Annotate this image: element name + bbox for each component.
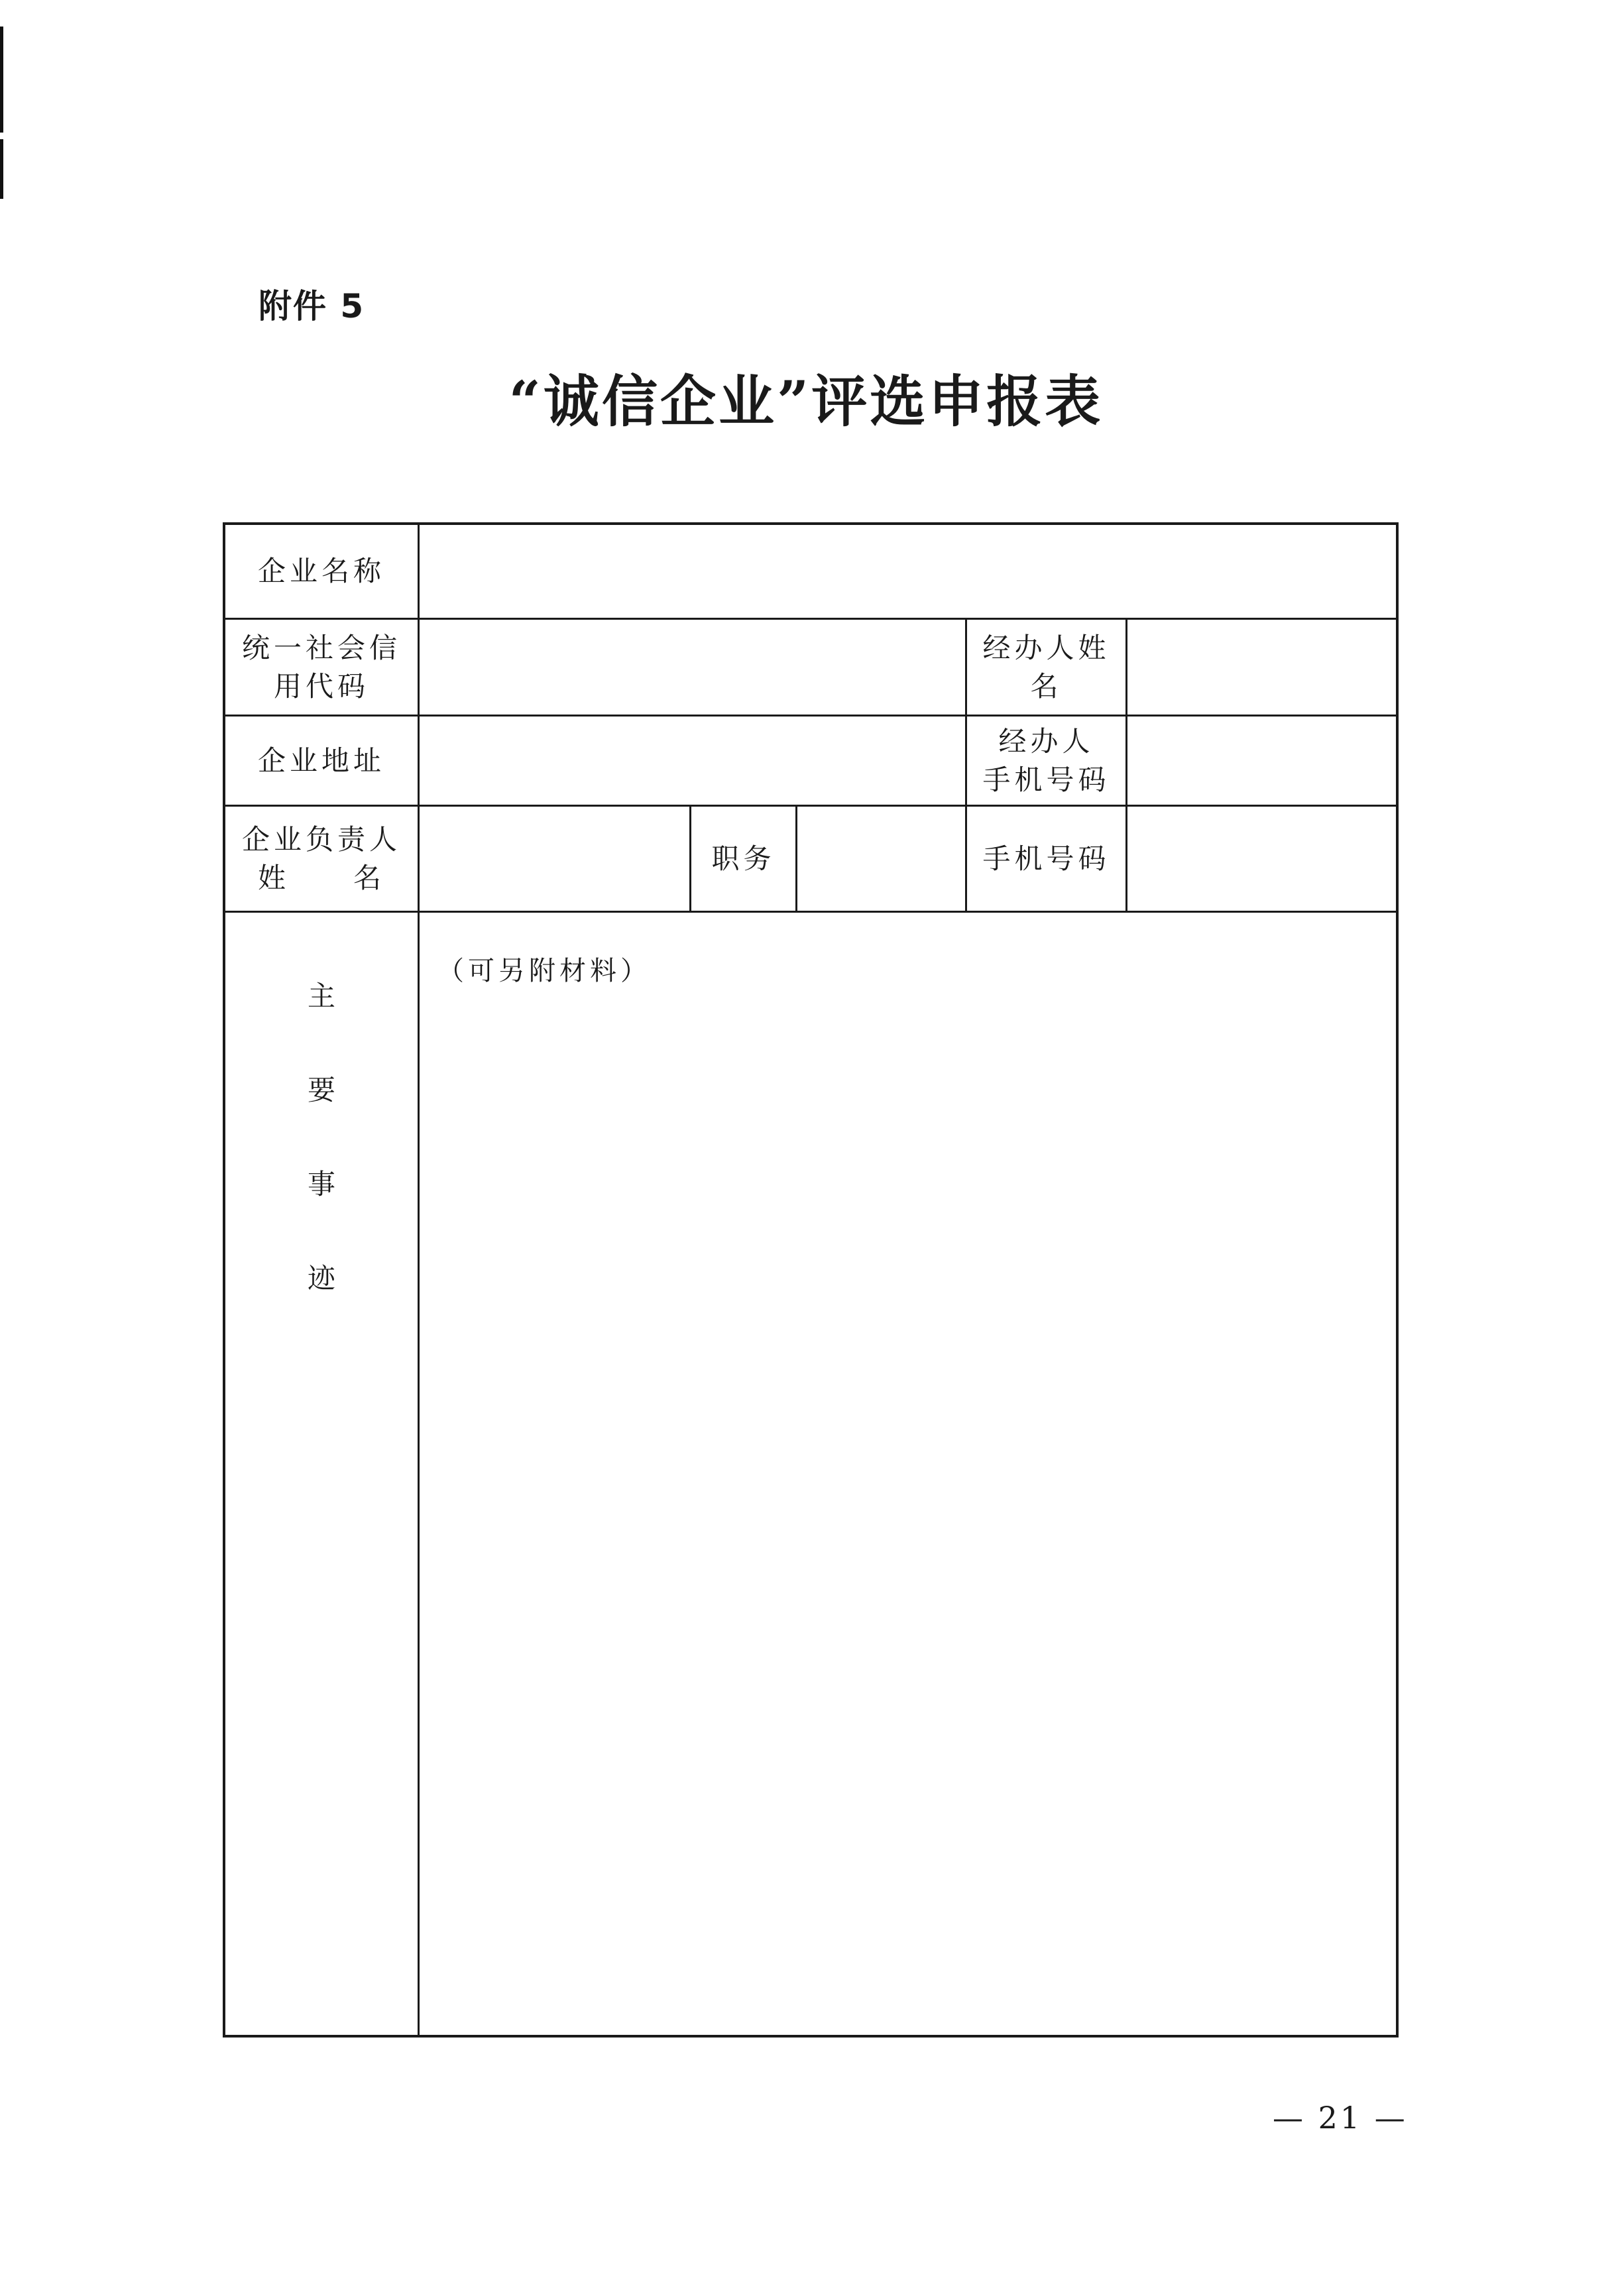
application-form-table bbox=[223, 522, 1399, 2038]
position-label bbox=[691, 807, 795, 911]
leader-phone-field[interactable] bbox=[1127, 807, 1399, 911]
attachment-label: 附件 5 bbox=[259, 287, 365, 325]
credit-code-label bbox=[225, 620, 418, 715]
handler-name-label bbox=[967, 620, 1125, 715]
main-deeds-label bbox=[225, 949, 418, 1326]
leader-name-label bbox=[225, 807, 418, 911]
address-label bbox=[225, 717, 418, 805]
handler-name-label-line2: 名 bbox=[1030, 669, 1063, 703]
handler-phone-label bbox=[967, 717, 1125, 805]
leader-phone-label-text: 手机号码 bbox=[982, 842, 1110, 875]
handler-name-field[interactable] bbox=[1127, 620, 1399, 715]
scan-edge-mark bbox=[0, 27, 3, 133]
page-title: “诚信企业”评选申报表 bbox=[508, 369, 1104, 434]
main-deeds-char: 事 bbox=[307, 1168, 335, 1200]
position-field[interactable] bbox=[797, 807, 965, 911]
leader-name-label-line2: 姓 名 bbox=[257, 861, 385, 894]
leader-name-label-line1: 企业负责人 bbox=[241, 823, 401, 856]
main-deeds-char: 要 bbox=[307, 1074, 335, 1106]
credit-code-label-line1: 统一社会信 bbox=[241, 631, 401, 664]
attachment-note: （可另附材料） bbox=[437, 956, 651, 986]
credit-code-label-line2: 用代码 bbox=[273, 669, 369, 703]
main-deeds-char: 主 bbox=[307, 980, 335, 1012]
address-label-text: 企业地址 bbox=[257, 744, 385, 777]
company-name-field[interactable] bbox=[420, 525, 1399, 618]
main-deeds-char: 迹 bbox=[307, 1262, 335, 1294]
handler-phone-field[interactable] bbox=[1127, 717, 1399, 805]
leader-phone-label bbox=[967, 807, 1125, 911]
handler-phone-label-line2: 手机号码 bbox=[982, 763, 1110, 796]
page-number: — 21 — bbox=[1273, 2100, 1408, 2136]
position-label-text: 职务 bbox=[711, 842, 776, 875]
company-name-label bbox=[225, 525, 418, 618]
leader-name-field[interactable] bbox=[420, 807, 689, 911]
address-field[interactable] bbox=[420, 717, 965, 805]
handler-phone-label-line1: 经办人 bbox=[998, 724, 1094, 758]
handler-name-label-line1: 经办人姓 bbox=[982, 631, 1110, 664]
credit-code-field[interactable] bbox=[420, 620, 965, 715]
scan-edge-mark bbox=[0, 139, 3, 199]
company-name-label-text: 企业名称 bbox=[257, 555, 385, 587]
main-deeds-field[interactable] bbox=[420, 913, 1399, 2038]
